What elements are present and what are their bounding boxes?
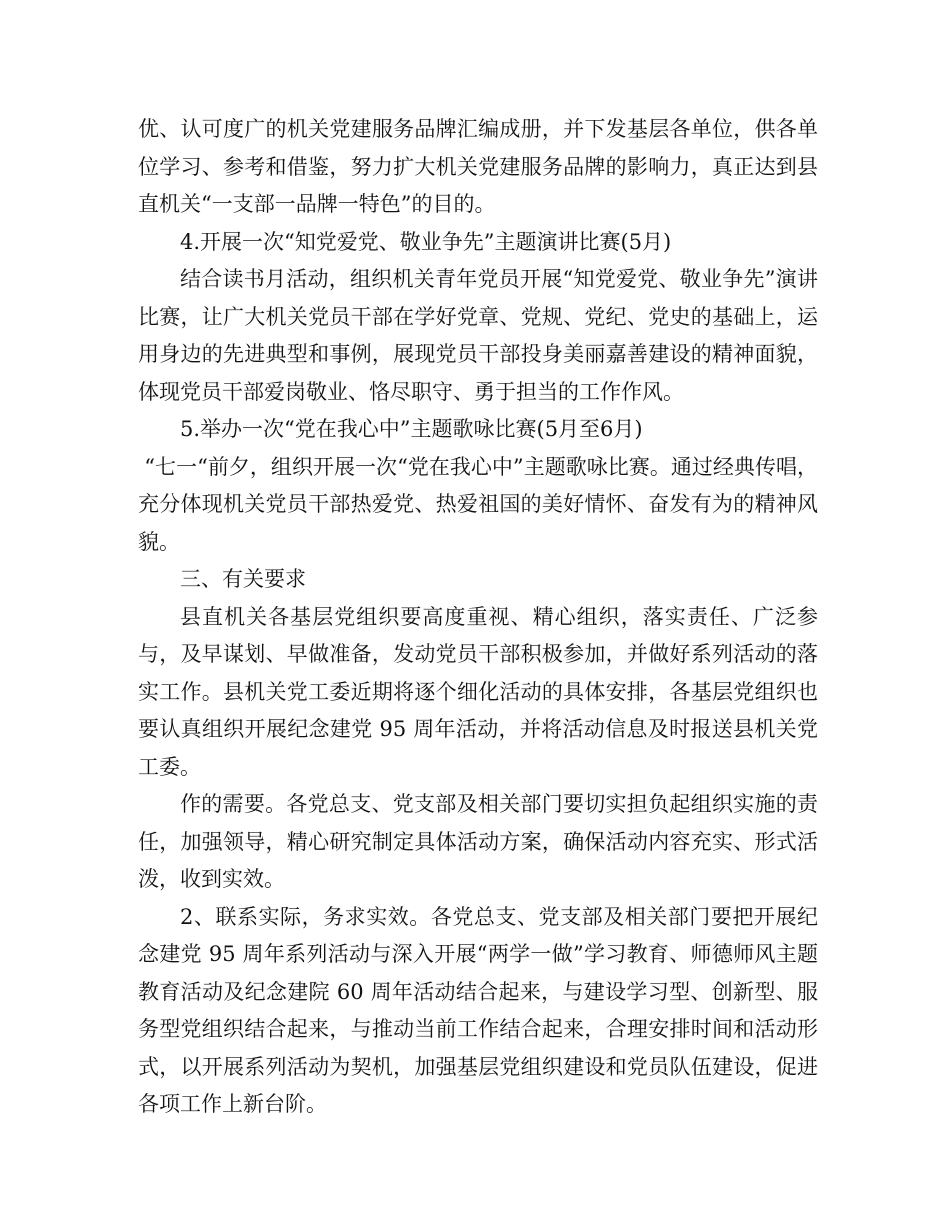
paragraph-7: 县直机关各基层党组织要高度重视、精心组织，落实责任、广泛参与，及早谋划、早做准备，发动党员干部积极参加，并做好系列活动的落实工作。县机关党工委近期将逐个细化活动的具体安排，各基层党组织也要认真组织开展纪念建党 95 周年活动，并将活动信息及时报送县机关党工委。 [138, 604, 818, 779]
paragraph-6-heading: 三、有关要求 [180, 567, 306, 591]
paragraph-4-heading: 5.举办一次“党在我心中”主题歌咏比赛(5月至6月) [180, 417, 643, 441]
paragraph-3: 结合读书月活动，组织机关青年党员开展“知党爱党、敬业争先”演讲比赛，让广大机关党员干部在学好党章、党规、党纪、党史的基础上，运用身边的先进典型和事例，展现党员干部投身美丽嘉善建设的精神面貌，体现党员干部爱岗敬业、恪尽职守、勇于担当的工作作风。 [138, 267, 818, 404]
paragraph-8: 作的需要。各党总支、党支部及相关部门要切实担负起组织实施的责任，加强领导，精心研究制定具体活动方案，确保活动内容充实、形式活泼，收到实效。 [138, 792, 818, 891]
paragraph-1: 优、认可度广的机关党建服务品牌汇编成册，并下发基层各单位，供各单位学习、参考和借鉴，努力扩大机关党建服务品牌的影响力，真正达到县直机关“一支部一品牌一特色”的目的。 [138, 117, 818, 216]
document-body [138, 111, 818, 1124]
paragraph-9: 2、联系实际，务求实效。各党总支、党支部及相关部门要把开展纪念建党 95 周年系列活动与深入开展“两学一做”学习教育、师德师风主题教育活动及纪念建院 60 周年活动结合起来，与建设学习型、创新型、服务型党组织结合起来，与推动当前工作结合起来，合理安排时间和活动形式，以开展系列活动为契机，加强基层党组织建设和党员队伍建设，促进各项工作上新台阶。 [138, 904, 818, 1116]
paragraph-5: “七一“前夕，组织开展一次“党在我心中”主题歌咏比赛。通过经典传唱，充分体现机关党员干部热爱党、热爱祖国的美好情怀、奋发有为的精神风貌。 [138, 454, 818, 554]
paragraph-2-heading: 4.开展一次“知党爱党、敬业争先”主题演讲比赛(5月) [180, 229, 672, 254]
